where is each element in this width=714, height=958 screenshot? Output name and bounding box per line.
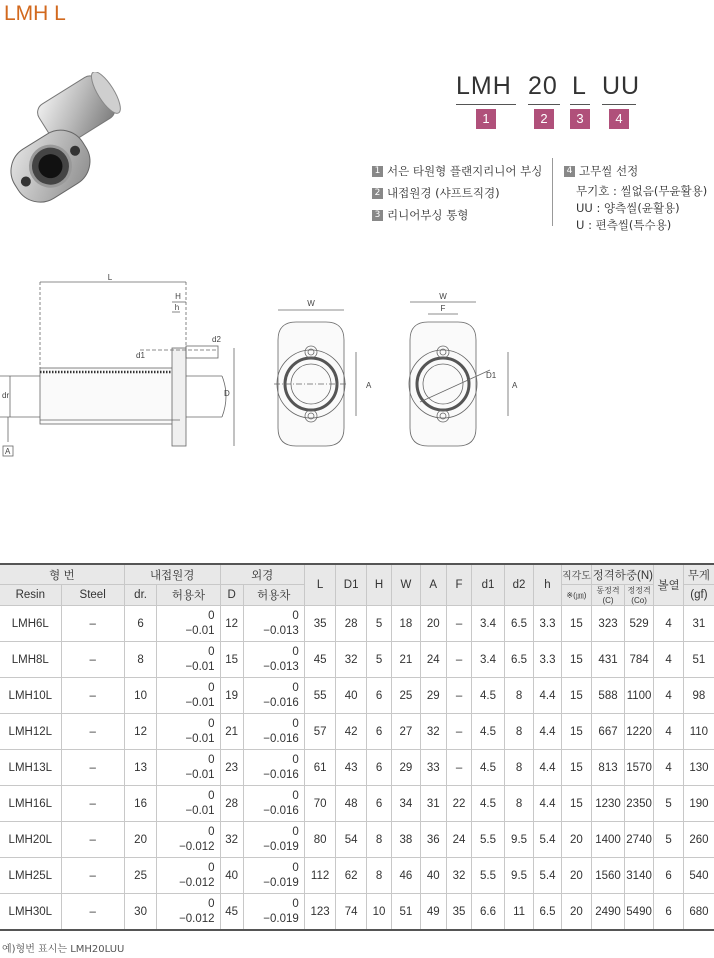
cell-perp: 15	[561, 750, 592, 786]
cell-dr: 10	[124, 678, 157, 714]
cell-d1: 4.5	[472, 714, 505, 750]
cell-D: 32	[220, 822, 243, 858]
code-underline	[602, 104, 636, 105]
cell-F: –	[446, 642, 471, 678]
cell-resin: LMH6L	[0, 606, 61, 642]
cell-d2: 8	[504, 714, 533, 750]
cell-resin: LMH13L	[0, 750, 61, 786]
datum-A: A	[5, 447, 11, 456]
cell-A: 40	[420, 858, 446, 894]
cell-A: 49	[420, 894, 446, 931]
cell-gf: 260	[683, 822, 714, 858]
cell-Co: 784	[624, 642, 653, 678]
header-inner: 내접원경	[124, 564, 220, 585]
cell-W: 18	[392, 606, 420, 642]
cell-H: 6	[366, 786, 391, 822]
cell-Co: 529	[624, 606, 653, 642]
cell-resin: LMH25L	[0, 858, 61, 894]
header-d2: d2	[504, 564, 533, 606]
cell-balls: 4	[654, 714, 683, 750]
cell-W: 38	[392, 822, 420, 858]
dim-D1: D1	[486, 371, 497, 380]
seal-option: 무기호 : 씰없음(무윤활용)	[576, 183, 708, 198]
dim-F: F	[440, 304, 446, 313]
cell-C: 323	[592, 606, 625, 642]
cell-steel: –	[61, 786, 124, 822]
cell-W: 29	[392, 750, 420, 786]
cell-W: 27	[392, 714, 420, 750]
cell-H: 6	[366, 714, 391, 750]
header-D1: D1	[336, 564, 367, 606]
cell-steel: –	[61, 894, 124, 931]
code-badge-3: 3	[570, 109, 590, 129]
dim-L: L	[107, 273, 113, 282]
dim-h: h	[174, 303, 180, 312]
legend-item: 1 서은 타원형 플랜지리니어 부싱	[372, 160, 542, 182]
legend-item: 3 리니어부싱 통형	[372, 204, 542, 226]
header-A: A	[420, 564, 446, 606]
otol-cell: 0 −0.019	[243, 822, 304, 858]
header-H: H	[366, 564, 391, 606]
cell-d1: 5.5	[472, 858, 505, 894]
header-model: 형 번	[0, 564, 124, 585]
cell-F: 35	[446, 894, 471, 931]
cell-D1: 40	[336, 678, 367, 714]
cell-h: 4.4	[534, 678, 561, 714]
seal-option: UU : 양측씰(윤활용)	[576, 200, 680, 215]
header-resin: Resin	[0, 585, 61, 606]
cell-balls: 4	[654, 678, 683, 714]
otol-cell: 0 −0.013	[243, 606, 304, 642]
cell-dr: 25	[124, 858, 157, 894]
cell-resin: LMH8L	[0, 642, 61, 678]
cell-L: 45	[304, 642, 336, 678]
cell-W: 25	[392, 678, 420, 714]
cell-L: 61	[304, 750, 336, 786]
cell-F: –	[446, 678, 471, 714]
cell-balls: 5	[654, 822, 683, 858]
cell-H: 10	[366, 894, 391, 931]
cell-dr: 20	[124, 822, 157, 858]
cell-dr: 13	[124, 750, 157, 786]
cell-resin: LMH10L	[0, 678, 61, 714]
cell-C: 1400	[592, 822, 625, 858]
cell-D: 19	[220, 678, 243, 714]
cell-L: 55	[304, 678, 336, 714]
otol-cell: 0 −0.016	[243, 714, 304, 750]
cell-resin: LMH16L	[0, 786, 61, 822]
table-row	[0, 642, 714, 678]
cell-d2: 9.5	[504, 822, 533, 858]
table-body	[0, 606, 714, 931]
header-tol2: 허용차	[243, 585, 304, 606]
cell-d1: 3.4	[472, 606, 505, 642]
cell-steel: –	[61, 714, 124, 750]
cell-d2: 9.5	[504, 858, 533, 894]
cell-C: 431	[592, 642, 625, 678]
cell-H: 6	[366, 678, 391, 714]
cell-d2: 11	[504, 894, 533, 931]
header-d1: d1	[472, 564, 505, 606]
header-stat: 정정격(Co)	[624, 585, 653, 606]
cell-H: 8	[366, 858, 391, 894]
header-D: D	[220, 585, 243, 606]
cell-d1: 4.5	[472, 678, 505, 714]
cell-balls: 4	[654, 642, 683, 678]
cell-perp: 15	[561, 642, 592, 678]
code-diameter: 20	[528, 72, 558, 100]
cell-D: 28	[220, 786, 243, 822]
code-underline	[570, 104, 590, 105]
header-tol: 허용차	[157, 585, 220, 606]
cell-h: 4.4	[534, 714, 561, 750]
cell-D1: 62	[336, 858, 367, 894]
cell-F: 24	[446, 822, 471, 858]
cell-W: 51	[392, 894, 420, 931]
table-row	[0, 858, 714, 894]
cell-gf: 98	[683, 678, 714, 714]
cell-L: 35	[304, 606, 336, 642]
dim-d1: d1	[136, 351, 145, 360]
code-series: LMH	[456, 72, 512, 100]
cell-C: 1230	[592, 786, 625, 822]
cell-gf: 51	[683, 642, 714, 678]
cell-D: 12	[220, 606, 243, 642]
cell-dr: 8	[124, 642, 157, 678]
cell-perp: 15	[561, 714, 592, 750]
cell-dr: 12	[124, 714, 157, 750]
header-perp: 직각도	[561, 564, 592, 585]
table-row	[0, 786, 714, 822]
cell-A: 31	[420, 786, 446, 822]
dim-H: H	[175, 292, 181, 301]
cell-steel: –	[61, 678, 124, 714]
code-legend-left	[372, 160, 542, 226]
cell-d1: 3.4	[472, 642, 505, 678]
cell-C: 1560	[592, 858, 625, 894]
cell-A: 32	[420, 714, 446, 750]
cell-d2: 8	[504, 750, 533, 786]
tol-cell: 0 −0.01	[157, 786, 220, 822]
cell-h: 6.5	[534, 894, 561, 931]
cell-W: 21	[392, 642, 420, 678]
cell-steel: –	[61, 750, 124, 786]
header-perp-unit: ※(㎛)	[561, 585, 592, 606]
cell-D: 15	[220, 642, 243, 678]
header-load: 정격하중(N)	[592, 564, 654, 585]
legend-divider	[552, 158, 553, 226]
cell-dr: 6	[124, 606, 157, 642]
cell-d2: 6.5	[504, 606, 533, 642]
page-title: LMH L	[4, 2, 66, 25]
cell-L: 70	[304, 786, 336, 822]
dim-A: A	[366, 381, 372, 390]
cell-A: 33	[420, 750, 446, 786]
cell-D1: 42	[336, 714, 367, 750]
table-row	[0, 714, 714, 750]
cell-D1: 32	[336, 642, 367, 678]
table-row	[0, 750, 714, 786]
cell-balls: 6	[654, 858, 683, 894]
cell-d2: 8	[504, 786, 533, 822]
cell-balls: 4	[654, 750, 683, 786]
cell-Co: 1570	[624, 750, 653, 786]
cell-perp: 20	[561, 822, 592, 858]
code-underline	[528, 104, 560, 105]
cell-D1: 74	[336, 894, 367, 931]
cell-D1: 48	[336, 786, 367, 822]
header-weight: 무게	[683, 564, 714, 585]
cell-D1: 54	[336, 822, 367, 858]
header-L: L	[304, 564, 336, 606]
code-seal: UU	[602, 72, 641, 100]
header-dyn: 동정격(C)	[592, 585, 625, 606]
cell-d1: 6.6	[472, 894, 505, 931]
cell-h: 4.4	[534, 750, 561, 786]
cell-perp: 20	[561, 894, 592, 931]
header-W: W	[392, 564, 420, 606]
table-row	[0, 822, 714, 858]
cell-perp: 20	[561, 858, 592, 894]
cell-gf: 110	[683, 714, 714, 750]
cell-D1: 43	[336, 750, 367, 786]
technical-drawing	[0, 270, 714, 465]
otol-cell: 0 −0.016	[243, 678, 304, 714]
header-h: h	[534, 564, 561, 606]
tol-cell: 0 −0.01	[157, 714, 220, 750]
cell-gf: 130	[683, 750, 714, 786]
header-steel: Steel	[61, 585, 124, 606]
cell-h: 3.3	[534, 606, 561, 642]
tol-cell: 0 −0.01	[157, 678, 220, 714]
cell-H: 5	[366, 606, 391, 642]
cell-H: 8	[366, 822, 391, 858]
otol-cell: 0 −0.019	[243, 894, 304, 931]
seal-option: U : 편측씰(특수용)	[576, 217, 672, 232]
tol-cell: 0 −0.01	[157, 642, 220, 678]
header-gf: (gf)	[683, 585, 714, 606]
tol-cell: 0 −0.01	[157, 750, 220, 786]
cell-Co: 2740	[624, 822, 653, 858]
table-row	[0, 678, 714, 714]
cell-perp: 15	[561, 606, 592, 642]
cell-D: 40	[220, 858, 243, 894]
cell-C: 588	[592, 678, 625, 714]
code-legend-right	[564, 160, 707, 233]
cell-Co: 5490	[624, 894, 653, 931]
cell-F: –	[446, 714, 471, 750]
header-balls: 볼열	[654, 564, 683, 606]
cell-Co: 3140	[624, 858, 653, 894]
otol-cell: 0 −0.016	[243, 750, 304, 786]
cell-Co: 1100	[624, 678, 653, 714]
cell-Co: 1220	[624, 714, 653, 750]
cell-C: 813	[592, 750, 625, 786]
cell-D: 45	[220, 894, 243, 931]
cell-resin: LMH30L	[0, 894, 61, 931]
cell-L: 123	[304, 894, 336, 931]
dim-d2: d2	[212, 335, 221, 344]
header-F: F	[446, 564, 471, 606]
cell-balls: 5	[654, 786, 683, 822]
cell-A: 29	[420, 678, 446, 714]
legend-item: 2 내접원경 (샤프트직경)	[372, 182, 542, 204]
cell-F: 32	[446, 858, 471, 894]
cell-d1: 4.5	[472, 786, 505, 822]
dim-W-2: W	[439, 292, 447, 301]
otol-cell: 0 −0.013	[243, 642, 304, 678]
cell-D1: 28	[336, 606, 367, 642]
cell-D: 23	[220, 750, 243, 786]
footnote: 예)형번 표시는 LMH20LUU	[2, 944, 125, 955]
front-view	[274, 310, 356, 446]
cell-A: 36	[420, 822, 446, 858]
header-outer: 외경	[220, 564, 304, 585]
cell-d1: 5.5	[472, 822, 505, 858]
cell-C: 667	[592, 714, 625, 750]
cell-d2: 8	[504, 678, 533, 714]
code-type: L	[572, 72, 587, 100]
cell-d2: 6.5	[504, 642, 533, 678]
cell-H: 5	[366, 642, 391, 678]
cell-steel: –	[61, 822, 124, 858]
cell-D: 21	[220, 714, 243, 750]
cell-Co: 2350	[624, 786, 653, 822]
cell-steel: –	[61, 858, 124, 894]
tol-cell: 0 −0.012	[157, 894, 220, 931]
table-row	[0, 606, 714, 642]
cell-L: 80	[304, 822, 336, 858]
cell-perp: 15	[561, 678, 592, 714]
dim-W: W	[307, 299, 315, 308]
table-group-header	[0, 564, 714, 585]
tol-cell: 0 −0.012	[157, 822, 220, 858]
cell-balls: 4	[654, 606, 683, 642]
code-badge-4: 4	[609, 109, 629, 129]
cell-L: 112	[304, 858, 336, 894]
cell-resin: LMH20L	[0, 822, 61, 858]
cell-gf: 540	[683, 858, 714, 894]
code-underline	[456, 104, 516, 105]
cell-dr: 16	[124, 786, 157, 822]
cell-perp: 15	[561, 786, 592, 822]
code-badge-2: 2	[534, 109, 554, 129]
tol-cell: 0 −0.012	[157, 858, 220, 894]
cell-h: 5.4	[534, 858, 561, 894]
cell-F: –	[446, 606, 471, 642]
cell-W: 34	[392, 786, 420, 822]
cell-resin: LMH12L	[0, 714, 61, 750]
code-badge-1: 1	[476, 109, 496, 129]
side-view	[0, 282, 234, 456]
header-dr: dr.	[124, 585, 157, 606]
cell-dr: 30	[124, 894, 157, 931]
cell-steel: –	[61, 606, 124, 642]
cell-C: 2490	[592, 894, 625, 931]
cell-A: 20	[420, 606, 446, 642]
legend-item: 4 고무씰 선정	[564, 160, 707, 182]
dim-A-2: A	[512, 381, 518, 390]
cell-F: –	[446, 750, 471, 786]
cell-h: 5.4	[534, 822, 561, 858]
cell-F: 22	[446, 786, 471, 822]
cell-gf: 190	[683, 786, 714, 822]
cell-d1: 4.5	[472, 750, 505, 786]
cell-W: 46	[392, 858, 420, 894]
otol-cell: 0 −0.016	[243, 786, 304, 822]
cell-h: 3.3	[534, 642, 561, 678]
spec-table	[0, 563, 714, 931]
cell-A: 24	[420, 642, 446, 678]
cell-h: 4.4	[534, 786, 561, 822]
table-row	[0, 894, 714, 931]
product-code	[456, 72, 646, 132]
cell-gf: 31	[683, 606, 714, 642]
product-image	[6, 72, 156, 222]
cell-balls: 6	[654, 894, 683, 931]
cell-steel: –	[61, 642, 124, 678]
cell-H: 6	[366, 750, 391, 786]
otol-cell: 0 −0.019	[243, 858, 304, 894]
cell-gf: 680	[683, 894, 714, 931]
dim-dr: dr	[2, 391, 10, 400]
dim-D: D	[224, 389, 230, 398]
tol-cell: 0 −0.01	[157, 606, 220, 642]
cell-L: 57	[304, 714, 336, 750]
